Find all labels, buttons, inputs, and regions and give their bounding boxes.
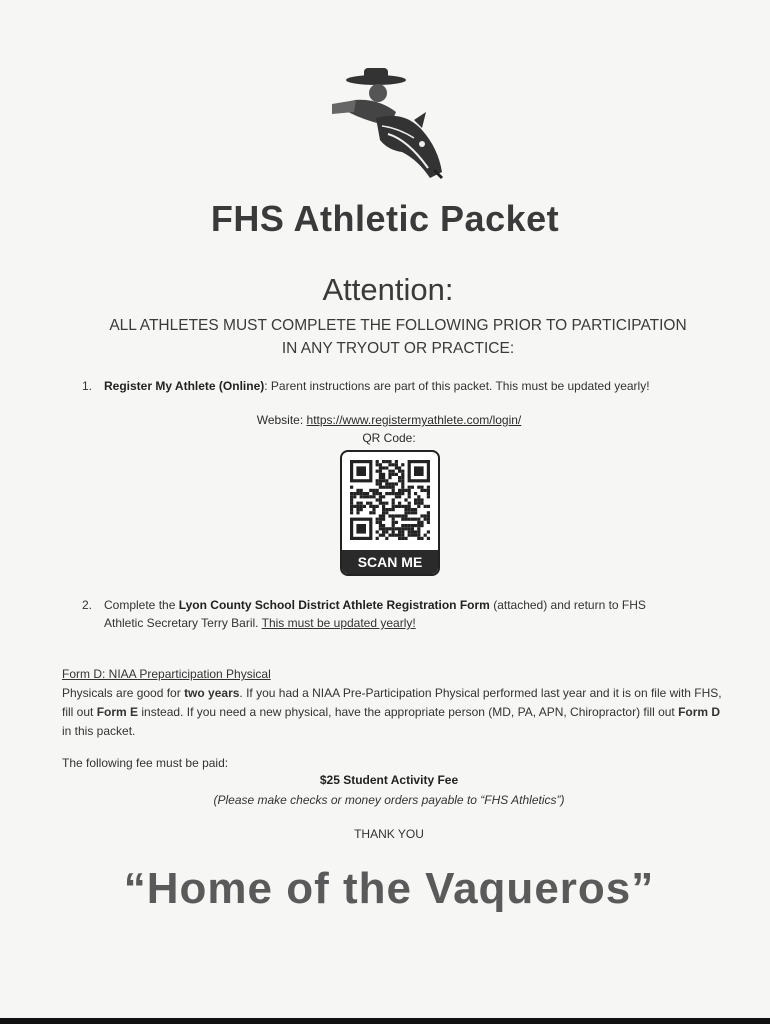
- website-link[interactable]: https://www.registermyathlete.com/login/: [306, 413, 522, 427]
- form-d-heading: Form D: NIAA Preparticipation Physical: [62, 667, 271, 681]
- qr-code-card[interactable]: [340, 450, 440, 576]
- website-line: [0, 413, 770, 427]
- physical-paragraph: [62, 684, 722, 741]
- attention-heading: Attention:: [322, 272, 454, 307]
- list-item-register: [82, 377, 742, 395]
- register-label: Register My Athlete (Online): [104, 379, 265, 393]
- fee-note: (Please make checks or money orders payable to “FHS Athletics”): [213, 793, 565, 807]
- register-text: : Parent instructions are part of this packet. This must be updated yearly!: [264, 379, 650, 393]
- registration-text-a: Complete the: [104, 598, 179, 612]
- list-number: 2.: [82, 598, 93, 612]
- physical-text-4: in this packet.: [62, 724, 136, 738]
- physical-text-2: . If you had a NIAA Pre-Participation Physical performed last year and it is on file with FHS, fill out: [62, 686, 722, 719]
- registration-form-name: Lyon County School District Athlete Registration Form: [178, 598, 490, 612]
- qr-label: QR Code:: [362, 431, 416, 445]
- requirements-notice: [40, 314, 756, 360]
- registration-text-b: (attached) and return to FHS: [489, 598, 646, 612]
- website-label: Website:: [256, 413, 307, 427]
- registration-line-2: [82, 614, 722, 632]
- physical-text-1: Physicals are good for: [62, 686, 185, 700]
- thank-you: THANK YOU: [354, 827, 424, 841]
- physical-bold-2: Form E: [96, 705, 139, 719]
- vaquero-logo-icon: [318, 60, 458, 190]
- qr-code-icon: [350, 460, 430, 540]
- fee-intro: The following fee must be paid:: [62, 756, 229, 770]
- physical-bold-1: two years: [184, 686, 240, 700]
- motto: “Home of the Vaqueros”: [123, 864, 655, 913]
- registration-text-c: Athletic Secretary Terry Baril.: [104, 616, 262, 630]
- registration-line-1: [82, 596, 722, 614]
- requirements-line-1: ALL ATHLETES MUST COMPLETE THE FOLLOWING PRIOR TO PARTICIPATION: [109, 317, 687, 334]
- list-number: 1.: [82, 379, 93, 393]
- page-title: FHS Athletic Packet: [210, 198, 560, 239]
- requirements-line-2: IN ANY TRYOUT OR PRACTICE:: [281, 340, 515, 357]
- physical-bold-3: Form D: [678, 705, 721, 719]
- scan-edge-bar: [0, 1018, 770, 1024]
- physical-text-3: instead. If you need a new physical, have the appropriate person (MD, PA, APN, Chiropractor) fill out: [138, 705, 679, 719]
- registration-yearly-note: This must be updated yearly!: [261, 616, 416, 630]
- list-item-registration-form: [82, 596, 722, 632]
- scan-me-label: SCAN ME: [342, 550, 438, 574]
- fee-amount: $25 Student Activity Fee: [319, 773, 459, 787]
